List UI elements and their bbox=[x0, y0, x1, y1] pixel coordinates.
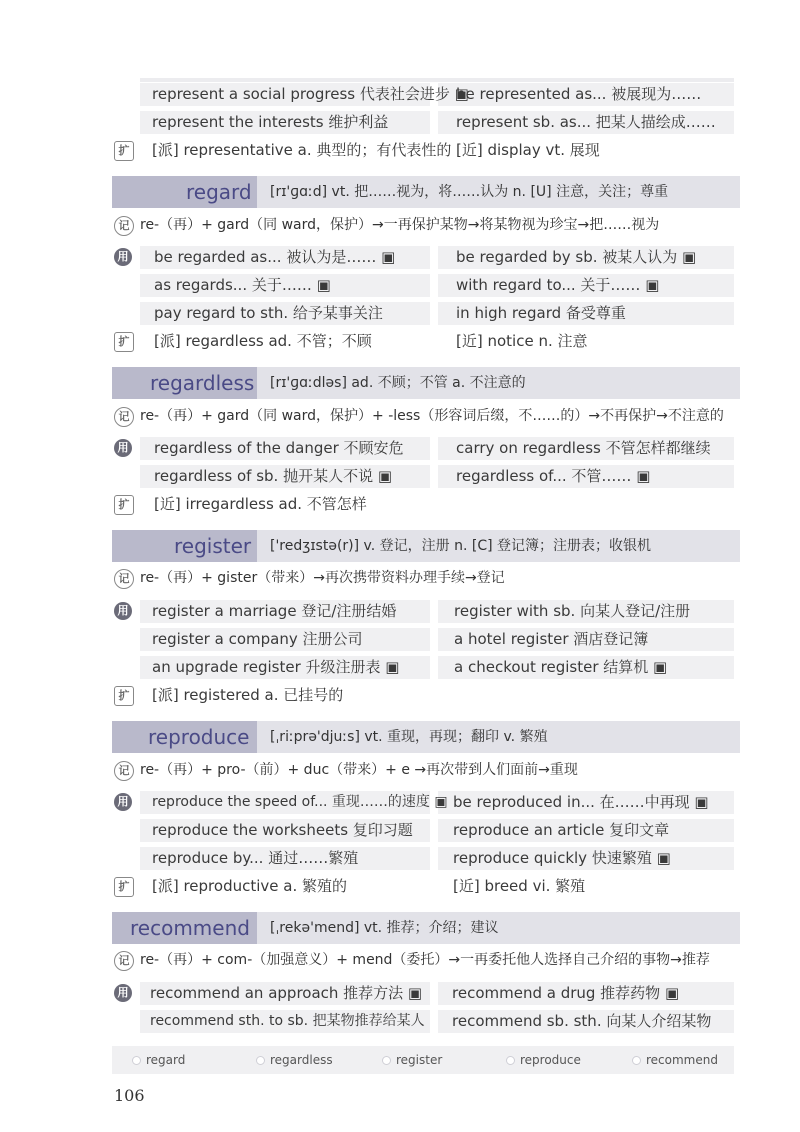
represent-usage-grid bbox=[118, 80, 734, 164]
usage-grid-recommend bbox=[117, 979, 734, 1035]
memory-marker-icon: 记 bbox=[114, 216, 134, 236]
usage-marker-icon: 用 bbox=[114, 984, 132, 1002]
review-word: regardless bbox=[270, 1053, 333, 1067]
usage-phrase: recommend a drug 推荐药物 ▣ bbox=[452, 984, 680, 1002]
usage-phrase: be represented as... 被展现为…… bbox=[456, 85, 702, 103]
usage-phrase: register with sb. 向某人登记/注册 bbox=[454, 602, 691, 620]
headword-definition: [ˌrekə'mend] vt. 推荐；介绍；建议 bbox=[270, 920, 499, 936]
extension-marker-icon: 扩 bbox=[114, 141, 134, 161]
extension-marker-icon: 扩 bbox=[114, 877, 134, 897]
entry-header-reproduce bbox=[112, 721, 740, 753]
review-word: regard bbox=[146, 1053, 186, 1067]
usage-row bbox=[117, 434, 734, 462]
usage-grid-regardless bbox=[117, 434, 734, 518]
synonym: [近] irregardless ad. 不管怎样 bbox=[154, 495, 367, 513]
usage-phrase: reproduce by... 通过……繁殖 bbox=[152, 849, 359, 867]
memory-marker-icon: 记 bbox=[114, 951, 134, 971]
usage-phrase: as regards... 关于…… ▣ bbox=[154, 276, 331, 294]
extension-marker-icon: 扩 bbox=[114, 495, 134, 515]
usage-row bbox=[140, 299, 734, 327]
usage-phrase: carry on regardless 不管怎样都继续 bbox=[456, 439, 711, 457]
etymology-text: re-（再）+ gister（带来）→再次携带资料办理手续→登记 bbox=[140, 570, 505, 586]
usage-marker-icon: 用 bbox=[114, 793, 132, 811]
memory-marker-icon: 记 bbox=[114, 407, 134, 427]
synonym: [近] notice n. 注意 bbox=[456, 332, 588, 350]
usage-phrase: represent sb. as... 把某人描绘成…… bbox=[456, 113, 716, 131]
review-word: register bbox=[396, 1053, 443, 1067]
entry-header-register bbox=[112, 530, 740, 562]
etymology-text: re-（再）+ gard（同 ward，保护）→一再保护某物→将某物视为珍宝→把……视为 bbox=[140, 217, 660, 233]
extension-marker-icon: 扩 bbox=[114, 332, 134, 352]
usage-phrase: an upgrade register 升级注册表 ▣ bbox=[152, 658, 400, 676]
memory-marker-icon: 记 bbox=[114, 761, 134, 781]
derivative: [派] reproductive a. 繁殖的 bbox=[152, 877, 348, 895]
headword: regardless bbox=[150, 371, 255, 395]
review-word: reproduce bbox=[520, 1053, 581, 1067]
usage-row bbox=[140, 462, 734, 490]
extension-row bbox=[118, 136, 734, 164]
usage-phrase: be regarded as... 被认为是…… ▣ bbox=[154, 248, 396, 266]
usage-row bbox=[117, 979, 734, 1007]
usage-row bbox=[117, 597, 734, 625]
extension-row bbox=[118, 872, 734, 900]
usage-phrase: reproduce an article 复印文章 bbox=[453, 821, 670, 839]
usage-phrase: recommend an approach 推荐方法 ▣ bbox=[150, 984, 423, 1002]
usage-phrase: a checkout register 结算机 ▣ bbox=[454, 658, 668, 676]
extension-marker-icon: 扩 bbox=[114, 686, 134, 706]
usage-marker-icon: 用 bbox=[114, 439, 132, 457]
page-number: 106 bbox=[114, 1086, 145, 1105]
usage-row bbox=[140, 625, 734, 653]
synonym: [近] breed vi. 繁殖 bbox=[453, 877, 586, 895]
memory-marker-icon: 记 bbox=[114, 569, 134, 589]
entry-header-regardless bbox=[112, 367, 740, 399]
usage-phrase: reproduce the speed of... 重现……的速度 ▣ bbox=[152, 794, 448, 810]
usage-row bbox=[140, 816, 734, 844]
usage-phrase: in high regard 备受尊重 bbox=[456, 304, 626, 322]
usage-grid-reproduce bbox=[117, 788, 734, 900]
headword-definition: ['redʒɪstə(r)] v. 登记，注册 n. [C] 登记簿；注册表；收银机 bbox=[270, 538, 652, 554]
usage-row bbox=[140, 844, 734, 872]
headword-definition: [rɪ'ɡɑːdləs] ad. 不顾；不管 a. 不注意的 bbox=[270, 375, 526, 391]
etymology-text: re-（再）+ pro-（前）+ duc（带来）+ e →再次带到人们面前→重现 bbox=[140, 762, 578, 778]
usage-row bbox=[140, 80, 734, 108]
usage-phrase: represent the interests 维护利益 bbox=[152, 113, 389, 131]
usage-row bbox=[117, 788, 734, 816]
review-strip bbox=[112, 1046, 734, 1074]
headword: register bbox=[174, 534, 252, 558]
usage-phrase: with regard to... 关于…… ▣ bbox=[456, 276, 660, 294]
synonym: [近] display vt. 展现 bbox=[456, 141, 600, 159]
usage-row bbox=[140, 108, 734, 136]
headword: recommend bbox=[130, 916, 250, 940]
usage-row bbox=[117, 243, 734, 271]
entry-header-recommend bbox=[112, 912, 740, 944]
usage-phrase: a hotel register 酒店登记簿 bbox=[454, 630, 649, 648]
usage-phrase: pay regard to sth. 给予某事关注 bbox=[154, 304, 383, 322]
usage-row bbox=[140, 1007, 734, 1035]
extension-row bbox=[118, 327, 734, 355]
review-word: recommend bbox=[646, 1053, 718, 1067]
usage-phrase: regardless of the danger 不顾安危 bbox=[154, 439, 404, 457]
derivative: [派] representative a. 典型的；有代表性的 bbox=[152, 141, 452, 159]
usage-phrase: be reproduced in... 在……中再现 ▣ bbox=[453, 793, 709, 811]
entry-header-regard bbox=[112, 176, 740, 208]
usage-marker-icon: 用 bbox=[114, 248, 132, 266]
usage-phrase: recommend sb. sth. 向某人介绍某物 bbox=[452, 1012, 712, 1030]
derivative: [派] regardless ad. 不管；不顾 bbox=[154, 332, 372, 350]
extension-row bbox=[118, 681, 734, 709]
headword: reproduce bbox=[148, 725, 250, 749]
usage-phrase: register a company 注册公司 bbox=[152, 630, 363, 648]
etymology-text: re-（再）+ com-（加强意义）+ mend（委托）→一再委托他人选择自己介绍的事物→推荐 bbox=[140, 952, 710, 968]
headword-definition: [rɪ'ɡɑːd] vt. 把……视为，将……认为 n. [U] 注意，关注；尊重 bbox=[270, 184, 669, 200]
etymology-text: re-（再）+ gard（同 ward，保护）+ -less（形容词后缀，不……的）→不再保护→不注意的 bbox=[140, 408, 724, 424]
usage-marker-icon: 用 bbox=[114, 602, 132, 620]
usage-grid-register bbox=[117, 597, 734, 709]
usage-phrase: reproduce the worksheets 复印习题 bbox=[152, 821, 413, 839]
usage-phrase: reproduce quickly 快速繁殖 ▣ bbox=[453, 849, 671, 867]
headword-definition: [ˌriːprə'djuːs] vt. 重现，再现；翻印 v. 繁殖 bbox=[270, 729, 548, 745]
usage-phrase: represent a social progress 代表社会进步 ▣ bbox=[152, 85, 469, 103]
usage-row bbox=[140, 271, 734, 299]
extension-row bbox=[118, 490, 734, 518]
usage-phrase: recommend sth. to sb. 把某物推荐给某人 bbox=[150, 1013, 425, 1029]
usage-grid-regard bbox=[117, 243, 734, 355]
usage-row bbox=[140, 653, 734, 681]
usage-phrase: be regarded by sb. 被某人认为 ▣ bbox=[456, 248, 697, 266]
usage-phrase: regardless of sb. 抛开某人不说 ▣ bbox=[154, 467, 393, 485]
headword: regard bbox=[186, 180, 252, 204]
usage-phrase: regardless of... 不管…… ▣ bbox=[456, 467, 651, 485]
usage-phrase: register a marriage 登记/注册结婚 bbox=[152, 602, 397, 620]
derivative: [派] registered a. 已挂号的 bbox=[152, 686, 344, 704]
